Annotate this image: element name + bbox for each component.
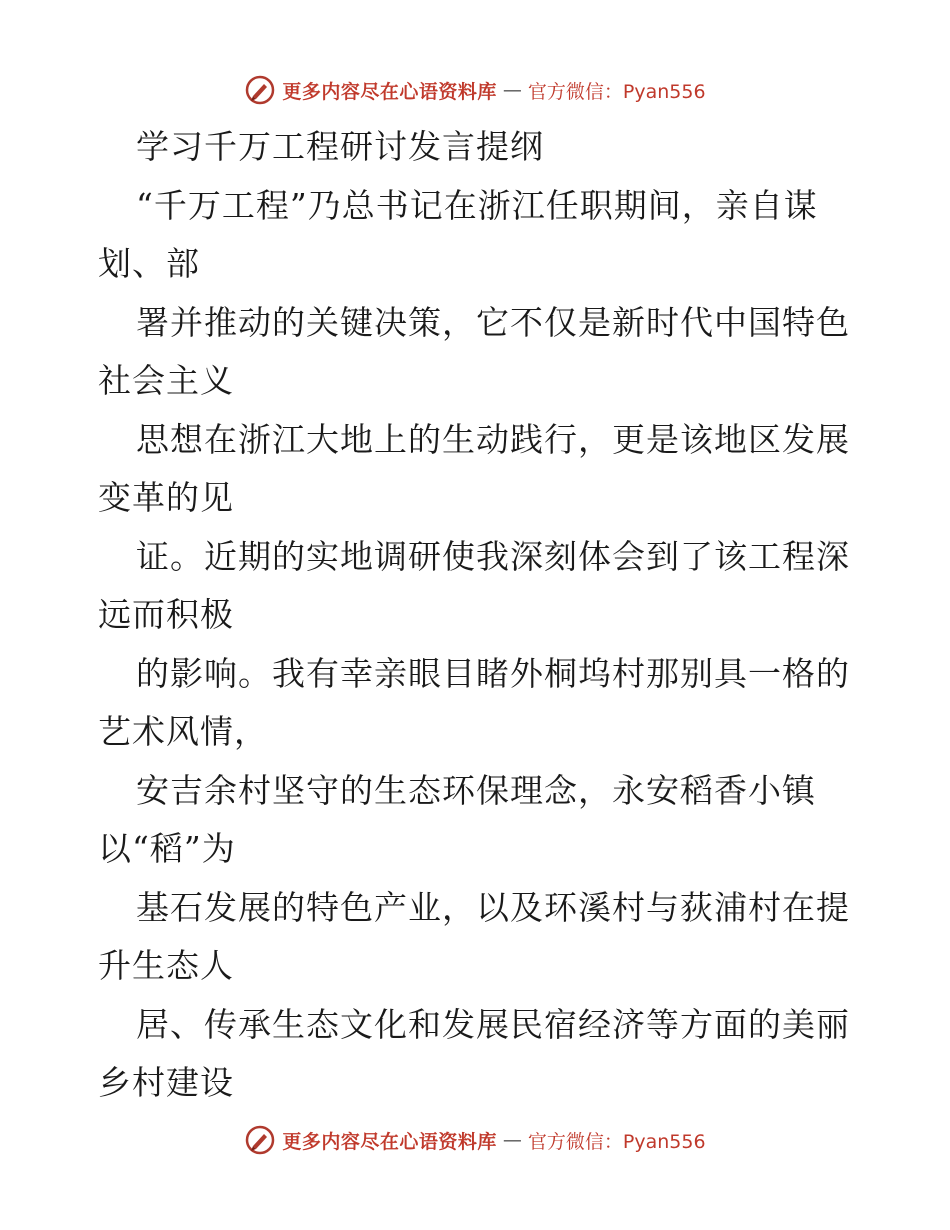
document-line: 远而积极: [98, 595, 234, 634]
header-banner: [0, 70, 950, 110]
document-line: 居、传承生态文化和发展民宿经济等方面的美丽: [136, 1004, 850, 1044]
document-line: 艺术风情，: [98, 712, 268, 751]
banner-site-text: 更多内容尽在心语资料库: [282, 80, 497, 103]
document-line: 思想在浙江大地上的生动践行，更是该地区发展: [136, 419, 850, 459]
document-line: 社会主义: [98, 361, 234, 400]
document-line: 变革的见: [98, 478, 234, 517]
banner-separator: —: [502, 79, 522, 101]
document-line: “千万工程”乃总书记在浙江任职期间，亲自谋: [136, 185, 818, 225]
document-line: 以“稻”为: [98, 829, 236, 868]
document-line: 学习千万工程研讨发言提纲: [136, 127, 544, 166]
document-line: 的影响。我有幸亲眼目睹外桐坞村那别具一格的: [136, 653, 850, 693]
document-line: 署并推动的关键决策，它不仅是新时代中国特色: [136, 302, 850, 342]
banner-wechat-text: 官方微信：Pyan556: [527, 1130, 706, 1153]
document-line: 证。近期的实地调研使我深刻体会到了该工程深: [136, 536, 850, 576]
document-body: [98, 118, 868, 1113]
document-line: 升生态人: [98, 946, 234, 985]
banner-wechat-text: 官方微信：Pyan556: [527, 80, 706, 103]
document-line: 安吉余村坚守的生态环保理念，永安稻香小镇: [136, 770, 816, 810]
footer-banner: [0, 1120, 950, 1160]
document-line: 划、部: [98, 244, 200, 283]
document-line: 乡村建设: [98, 1063, 234, 1102]
banner-separator: —: [502, 1129, 522, 1151]
document-line: 基石发展的特色产业，以及环溪村与荻浦村在提: [136, 887, 850, 927]
pen-logo-icon: [244, 74, 276, 106]
pen-logo-icon: [244, 1124, 276, 1156]
banner-site-text: 更多内容尽在心语资料库: [282, 1130, 497, 1153]
